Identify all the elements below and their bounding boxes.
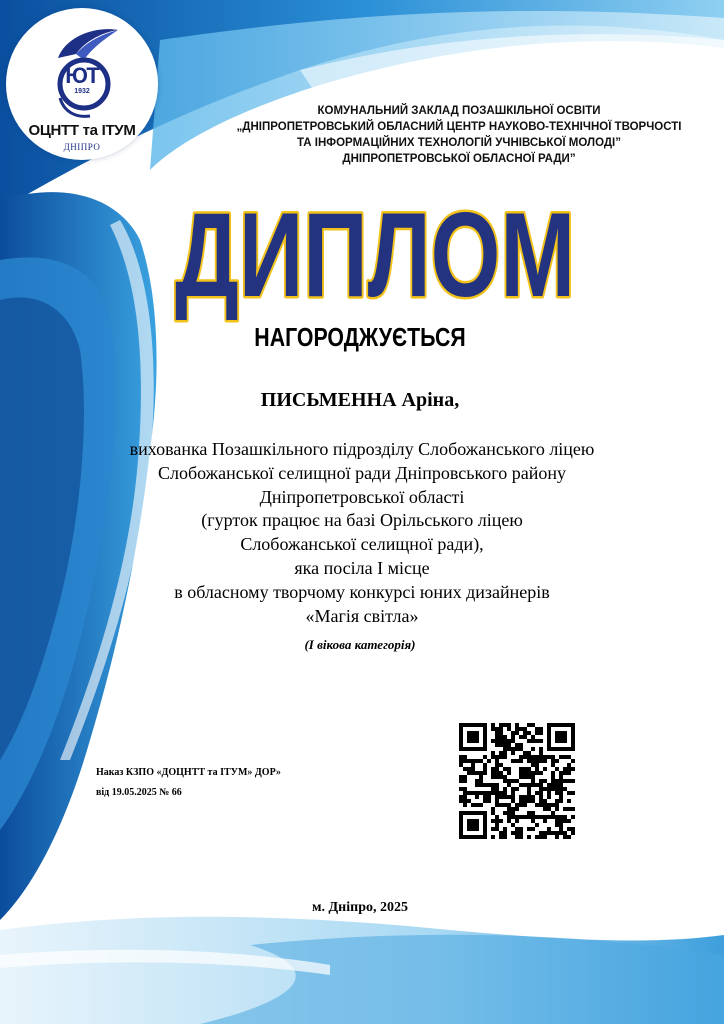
description-line: вихованка Позашкільного підрозділу Слобожанського ліцею — [129, 439, 595, 459]
order-date: від 19.05.2025 № 66 — [96, 787, 182, 798]
organization-line: „ДНІПРОПЕТРОВСЬКИЙ ОБЛАСНИЙ ЦЕНТР НАУКОВО-ТЕХНІЧНОЇ ТВОРЧОСТІ — [236, 121, 682, 133]
recipient-name: ПИСЬМЕННА Аріна, — [260, 389, 460, 411]
place-and-year: м. Дніпро, 2025 — [312, 900, 408, 915]
logo-name: ОЦНТТ та ІТУМ — [28, 122, 136, 139]
award-description — [55, 438, 669, 628]
organization-header — [212, 103, 706, 167]
institution-logo — [6, 8, 158, 160]
age-category: (І вікова категорія) — [304, 637, 416, 652]
diploma-title — [165, 178, 585, 323]
logo-city: ДНІПРО — [63, 142, 101, 152]
description-line: яка посіла І місце — [294, 557, 430, 578]
logo-year: 1932 — [74, 88, 90, 95]
organization-line: ДНІПРОПЕТРОВСЬКОЇ ОБЛАСНОЇ РАДИ” — [342, 153, 576, 165]
diploma-title-text: ДИПЛОМ — [175, 188, 575, 322]
order-line: Наказ КЗПО «ДОЦНТТ та ІТУМ» ДОР» — [96, 767, 281, 778]
qr-code[interactable] — [459, 723, 575, 839]
organization-line: КОМУНАЛЬНИЙ ЗАКЛАД ПОЗАШКІЛЬНОЇ ОСВІТИ — [317, 105, 601, 117]
organization-line: ТА ІНФОРМАЦІЙНИХ ТЕХНОЛОГІЙ УЧНІВСЬКОЇ МОЛОДІ” — [296, 137, 622, 149]
description-line: (гурток працює на базі Орільського ліцею — [201, 510, 523, 531]
description-line: Слобожанської селищної ради), — [240, 534, 484, 555]
description-line: Слобожанської селищної ради Дніпровського району — [157, 462, 567, 483]
description-line: Дніпропетровської області — [259, 486, 465, 507]
order-reference — [96, 763, 281, 803]
description-line: «Магія світла» — [305, 605, 419, 626]
logo-monogram: ЮТ — [65, 63, 99, 88]
description-line: в обласному творчому конкурсі юних дизайнерів — [174, 581, 550, 602]
awarded-heading: НАГОРОДЖУЄТЬСЯ — [254, 322, 466, 352]
